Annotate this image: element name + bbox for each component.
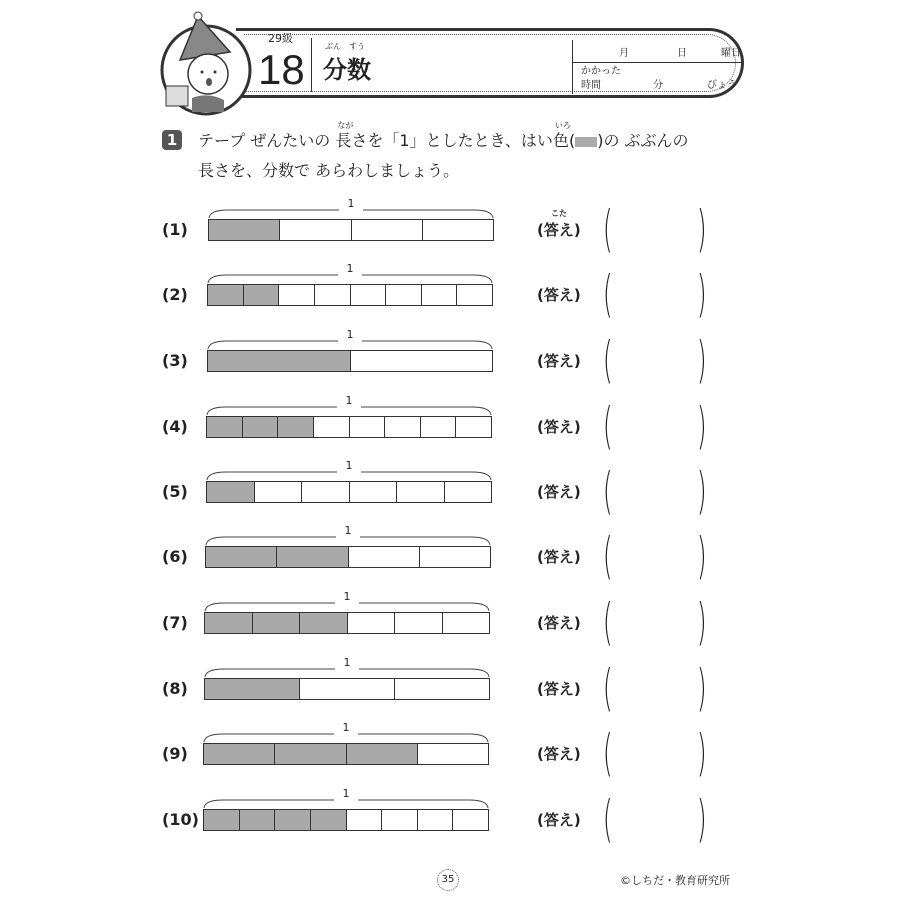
problem-label: (10) — [162, 810, 199, 829]
tape-diagram — [205, 546, 491, 568]
blank-segment — [351, 351, 493, 371]
tape-diagram — [204, 612, 490, 634]
blank-segment — [456, 417, 491, 437]
tape-diagram — [206, 416, 492, 438]
shaded-segment — [240, 810, 276, 830]
shaded-segment — [311, 810, 347, 830]
blank-segment — [300, 679, 395, 699]
answer-label-text: (答え) — [537, 745, 581, 763]
minutes-label: 分 — [653, 80, 663, 91]
whole-label: 1 — [343, 590, 351, 603]
shaded-segment — [207, 417, 243, 437]
blank-segment — [255, 482, 303, 502]
answer-field[interactable] — [620, 734, 690, 774]
shaded-segment — [278, 417, 314, 437]
whole-label: 1 — [346, 328, 354, 341]
answer-label — [537, 209, 581, 239]
shaded-segment — [277, 547, 348, 567]
answer-paren-close: ) — [696, 790, 707, 848]
answer-ruby: こた — [551, 209, 567, 218]
answer-field[interactable] — [620, 275, 690, 315]
shaded-segment — [205, 613, 253, 633]
page-number: 35 — [437, 869, 459, 891]
tape-diagram — [203, 809, 489, 831]
blank-segment — [423, 220, 493, 240]
answer-paren-open: ( — [602, 200, 613, 258]
blank-segment — [382, 810, 418, 830]
instr-part: さを「1」としたとき、はい — [351, 131, 553, 150]
shaded-segment — [205, 679, 300, 699]
answer-paren-open: ( — [602, 659, 613, 717]
answer-label — [537, 811, 581, 829]
blank-segment — [315, 285, 351, 305]
answer-label — [537, 483, 581, 501]
day-label: 日 — [677, 48, 687, 59]
grade-level: 29級 — [268, 32, 293, 45]
answer-paren-open: ( — [602, 331, 613, 389]
answer-label — [537, 286, 581, 304]
answer-paren-close: ) — [696, 331, 707, 389]
problem-label: (7) — [162, 613, 188, 632]
instruction-text — [198, 121, 758, 186]
answer-paren-close: ) — [696, 527, 707, 585]
answer-field[interactable] — [620, 472, 690, 512]
answer-paren-close: ) — [696, 462, 707, 520]
ruby-iro: いろ — [554, 121, 571, 130]
blank-segment — [352, 220, 423, 240]
answer-field[interactable] — [620, 341, 690, 381]
lesson-number: 18 — [258, 46, 305, 93]
time-label-2: 時間 — [581, 80, 601, 91]
answer-label — [537, 614, 581, 632]
instr-part: 色 — [552, 131, 569, 150]
whole-label: 1 — [345, 394, 353, 407]
answer-field[interactable] — [620, 603, 690, 643]
answer-field[interactable] — [620, 537, 690, 577]
title-ruby-1: ぶん — [325, 42, 341, 51]
answer-paren-open: ( — [602, 790, 613, 848]
shaded-segment — [207, 482, 255, 502]
problem-label: (4) — [162, 417, 188, 436]
answer-field[interactable] — [620, 669, 690, 709]
blank-segment — [347, 810, 383, 830]
month-label: 月 — [619, 48, 629, 59]
shaded-segment — [208, 351, 351, 371]
blank-segment — [349, 547, 420, 567]
shaded-segment — [243, 417, 279, 437]
blank-segment — [418, 810, 454, 830]
problem-label: (5) — [162, 482, 188, 501]
divider — [311, 38, 312, 92]
blank-segment — [421, 417, 457, 437]
instr-part: 長 — [335, 131, 352, 150]
blank-segment — [279, 285, 315, 305]
tape-diagram — [206, 481, 492, 503]
whole-label: 1 — [345, 459, 353, 472]
seconds-label: びょう — [707, 80, 737, 91]
answer-label-text: (答え) — [537, 483, 581, 501]
answer-label — [537, 418, 581, 436]
answer-field[interactable] — [620, 407, 690, 447]
answer-label-text: (答え) — [537, 680, 581, 698]
shaded-segment — [244, 285, 280, 305]
shaded-segment — [204, 810, 240, 830]
blank-segment — [422, 285, 458, 305]
blank-segment — [457, 285, 492, 305]
tape-diagram — [203, 743, 489, 765]
answer-paren-open: ( — [602, 724, 613, 782]
problem-label: (3) — [162, 351, 188, 370]
blank-segment — [314, 417, 350, 437]
instr-part: )の ぶぶんの — [597, 131, 689, 150]
title-ruby-2: すう — [349, 42, 365, 51]
tape-diagram — [207, 350, 493, 372]
problem-label: (8) — [162, 679, 188, 698]
shaded-segment — [253, 613, 301, 633]
answer-label-text: (答え) — [537, 352, 581, 370]
blank-segment — [420, 547, 490, 567]
tape-diagram — [204, 678, 490, 700]
whole-label: 1 — [346, 262, 354, 275]
instr-part: ( — [568, 131, 576, 150]
blank-segment — [348, 613, 396, 633]
blank-segment — [302, 482, 350, 502]
answer-paren-open: ( — [602, 527, 613, 585]
blank-segment — [385, 417, 421, 437]
blank-segment — [395, 679, 489, 699]
answer-label — [537, 548, 581, 566]
question-number-badge: 1 — [162, 130, 182, 150]
shaded-segment — [275, 744, 346, 764]
answer-label — [537, 745, 581, 763]
blank-segment — [350, 482, 398, 502]
instr-line-2: 長さを、分数で あらわしましょう。 — [198, 161, 460, 180]
whole-label: 1 — [343, 656, 351, 669]
blank-segment — [445, 482, 492, 502]
answer-label-text: (答え) — [537, 418, 581, 436]
instr-part: テープ ぜんたいの — [198, 131, 336, 150]
shaded-segment — [347, 744, 418, 764]
blank-segment — [350, 417, 386, 437]
answer-paren-close: ) — [696, 593, 707, 651]
answer-label-text: (答え) — [537, 221, 581, 239]
answer-label — [537, 680, 581, 698]
shaded-segment — [300, 613, 348, 633]
blank-segment — [386, 285, 422, 305]
answer-paren-close: ) — [696, 659, 707, 717]
tape-diagram — [208, 219, 494, 241]
blank-segment — [443, 613, 490, 633]
shaded-segment — [208, 285, 244, 305]
whole-label: 1 — [342, 721, 350, 734]
answer-label-text: (答え) — [537, 614, 581, 632]
blank-segment — [395, 613, 443, 633]
answer-paren-close: ) — [696, 724, 707, 782]
shaded-segment — [204, 744, 275, 764]
whole-label: 1 — [342, 787, 350, 800]
blank-segment — [397, 482, 445, 502]
answer-field[interactable] — [620, 800, 690, 840]
shaded-segment — [206, 547, 277, 567]
answer-paren-close: ) — [696, 200, 707, 258]
date-time-box — [572, 40, 743, 94]
ruby-naga: なが — [337, 121, 354, 130]
answer-label-text: (答え) — [537, 548, 581, 566]
blank-segment — [351, 285, 387, 305]
answer-paren-open: ( — [602, 265, 613, 323]
answer-paren-close: ) — [696, 265, 707, 323]
shaded-segment — [209, 220, 280, 240]
blank-segment — [280, 220, 351, 240]
child-character-illustration — [158, 8, 254, 116]
answer-label — [537, 352, 581, 370]
time-label-1: かかった — [581, 66, 621, 77]
whole-label: 1 — [344, 524, 352, 537]
answer-paren-close: ) — [696, 397, 707, 455]
problem-label: (1) — [162, 220, 188, 239]
gray-swatch — [575, 137, 597, 147]
tape-diagram — [207, 284, 493, 306]
answer-label-text: (答え) — [537, 286, 581, 304]
answer-field[interactable] — [620, 210, 690, 250]
weekday-label: 曜日 — [721, 48, 741, 59]
problem-label: (6) — [162, 547, 188, 566]
copyright: ©しちだ・教育研究所 — [620, 874, 730, 887]
date-row — [573, 46, 743, 63]
instr-naga — [335, 121, 354, 150]
instr-iro — [552, 121, 571, 150]
problem-label: (2) — [162, 285, 188, 304]
problem-label: (9) — [162, 744, 188, 763]
answer-paren-open: ( — [602, 593, 613, 651]
page-title: 分数 — [323, 56, 371, 84]
answer-label-text: (答え) — [537, 811, 581, 829]
answer-paren-open: ( — [602, 397, 613, 455]
whole-label: 1 — [347, 197, 355, 210]
answer-paren-open: ( — [602, 462, 613, 520]
blank-segment — [453, 810, 488, 830]
shaded-segment — [275, 810, 311, 830]
blank-segment — [418, 744, 488, 764]
